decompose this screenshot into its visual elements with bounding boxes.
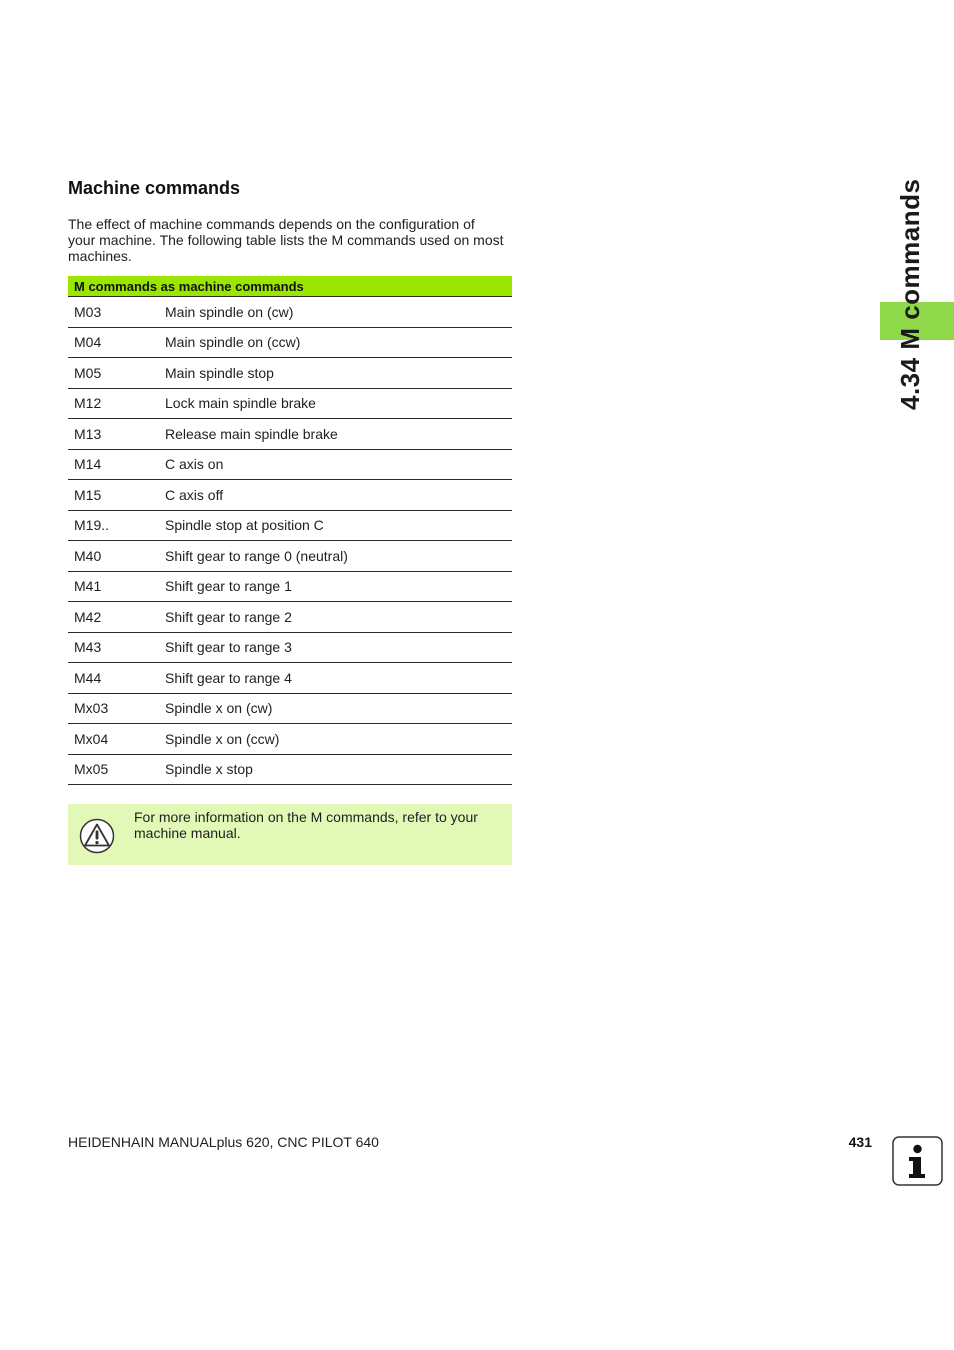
m-code-cell: M19.. <box>68 510 159 541</box>
m-code-cell: Mx04 <box>68 724 159 755</box>
description-cell: Spindle x stop <box>159 754 512 785</box>
table-row <box>68 571 512 602</box>
description-cell: Shift gear to range 3 <box>159 632 512 663</box>
description-cell: Main spindle stop <box>159 358 512 389</box>
table-header-row <box>68 276 512 297</box>
m-code-cell: Mx05 <box>68 754 159 785</box>
description-cell: C axis off <box>159 480 512 511</box>
m-code-cell: M15 <box>68 480 159 511</box>
section-title: Machine commands <box>68 178 241 198</box>
description-cell: Shift gear to range 0 (neutral) <box>159 541 512 572</box>
table-row <box>68 693 512 724</box>
m-code-cell: M03 <box>68 297 159 328</box>
description-cell: Spindle x on (cw) <box>159 693 512 724</box>
m-code-cell: M14 <box>68 449 159 480</box>
table-row <box>68 663 512 694</box>
description-cell: Shift gear to range 2 <box>159 602 512 633</box>
table-row <box>68 724 512 755</box>
note-text: For more information on the M commands, refer to your machine manual. <box>134 809 478 841</box>
intro-paragraph: The effect of machine commands depends on the configuration of your machine. The following table lists the M commands used on most machines. <box>68 216 504 264</box>
description-cell: Main spindle on (ccw) <box>159 327 512 358</box>
m-code-cell: M41 <box>68 571 159 602</box>
note-box <box>68 804 512 865</box>
table-row <box>68 754 512 785</box>
m-commands-table <box>68 276 512 785</box>
description-cell: Main spindle on (cw) <box>159 297 512 328</box>
m-code-cell: M40 <box>68 541 159 572</box>
description-cell: C axis on <box>159 449 512 480</box>
description-cell: Release main spindle brake <box>159 419 512 450</box>
description-cell: Lock main spindle brake <box>159 388 512 419</box>
table-row <box>68 388 512 419</box>
description-cell: Spindle x on (ccw) <box>159 724 512 755</box>
m-code-cell: M04 <box>68 327 159 358</box>
chapter-title: 4.34 M commands <box>895 178 925 410</box>
m-code-cell: M13 <box>68 419 159 450</box>
m-code-cell: M44 <box>68 663 159 694</box>
description-cell: Shift gear to range 1 <box>159 571 512 602</box>
page-number: 431 <box>848 1134 872 1150</box>
table-row <box>68 602 512 633</box>
m-code-cell: M42 <box>68 602 159 633</box>
table-header: M commands as machine commands <box>68 276 512 297</box>
table-row <box>68 419 512 450</box>
table-row <box>68 510 512 541</box>
manual-title: HEIDENHAIN MANUALplus 620, CNC PILOT 640 <box>68 1134 379 1150</box>
description-cell: Spindle stop at position C <box>159 510 512 541</box>
m-code-cell: Mx03 <box>68 693 159 724</box>
m-code-cell: M12 <box>68 388 159 419</box>
table-row <box>68 632 512 663</box>
warning-icon <box>79 818 115 854</box>
table-row <box>68 449 512 480</box>
table-row <box>68 541 512 572</box>
info-icon <box>892 1136 943 1186</box>
table-body <box>68 297 512 785</box>
table-row <box>68 327 512 358</box>
m-code-cell: M43 <box>68 632 159 663</box>
table-row <box>68 480 512 511</box>
table-row <box>68 297 512 328</box>
description-cell: Shift gear to range 4 <box>159 663 512 694</box>
table-row <box>68 358 512 389</box>
m-code-cell: M05 <box>68 358 159 389</box>
